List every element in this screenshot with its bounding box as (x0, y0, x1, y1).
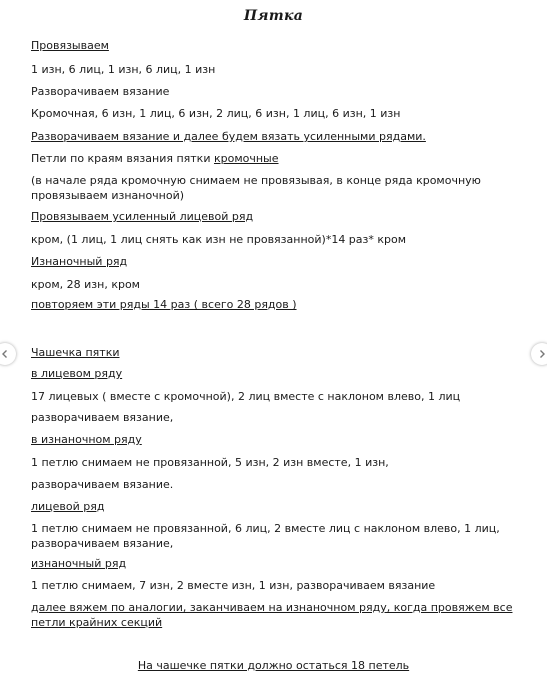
text-line: (в начале ряда кромочную снимаем не провязывая, в конце ряда кромочную провязываем изнаночной) (31, 174, 481, 202)
text-line: изнаночный ряд (31, 557, 127, 570)
text-line: Разворачиваем вязание (31, 85, 170, 98)
text-line: Кромочная, 6 изн, 1 лиц, 6 изн, 2 лиц, 6 изн, 1 лиц, 6 изн, 1 изн (31, 107, 401, 120)
text-line: в изнаночном ряду (31, 433, 142, 446)
text-line: кром, 28 изн, кром (31, 278, 140, 291)
text-line: 1 петлю снимаем не провязанной, 5 изн, 2 изн вместе, 1 изн, (31, 456, 389, 469)
text-line: Провязываем усиленный лицевой ряд (31, 210, 254, 223)
text-line: 1 петлю снимаем не провязанной, 6 лиц, 2 вместе лиц с наклоном влево, 1 лиц, разворачиваем вязание, (31, 522, 500, 550)
text-line: Изнаночный ряд (31, 255, 128, 268)
page-title: Пятка (243, 8, 304, 24)
text-line: повторяем эти ряды 14 раз ( всего 28 рядов ) (31, 298, 297, 311)
text-line: разворачиваем вязание, (31, 411, 174, 424)
text-line (31, 151, 279, 166)
text-line: лицевой ряд (31, 500, 105, 513)
text-line: 1 изн, 6 лиц, 1 изн, 6 лиц, 1 изн (31, 63, 216, 76)
text-line: в лицевом ряду (31, 367, 123, 380)
chevron-left-icon (0, 349, 10, 359)
text-line: кром, (1 лиц, 1 лиц снять как изн не провязанной)*14 раз* кром (31, 233, 407, 246)
text-line: 1 петлю снимаем, 7 изн, 2 вместе изн, 1 изн, разворачиваем вязание (31, 579, 436, 592)
chevron-right-icon (537, 349, 547, 359)
text-line-part: кромочные (213, 152, 279, 165)
text-line: Разворачиваем вязание и далее будем вязать усиленными рядами. (31, 130, 426, 143)
text-line: Провязываем (31, 39, 109, 52)
section-heading: Чашечка пятки (31, 346, 120, 359)
footer-note: На чашечке пятки должно остаться 18 петель (137, 659, 410, 672)
prev-button[interactable] (0, 343, 16, 365)
text-line: разворачиваем вязание. (31, 478, 174, 491)
text-line: 17 лицевых ( вместе с кромочной), 2 лиц вместе с наклоном влево, 1 лиц (31, 390, 461, 403)
text-line-part: Петли по краям вязания пятки (31, 152, 214, 165)
text-line: далее вяжем по аналогии, заканчиваем на изнаночном ряду, когда провяжем все петли крайних секций (31, 601, 513, 629)
next-button[interactable] (531, 343, 547, 365)
